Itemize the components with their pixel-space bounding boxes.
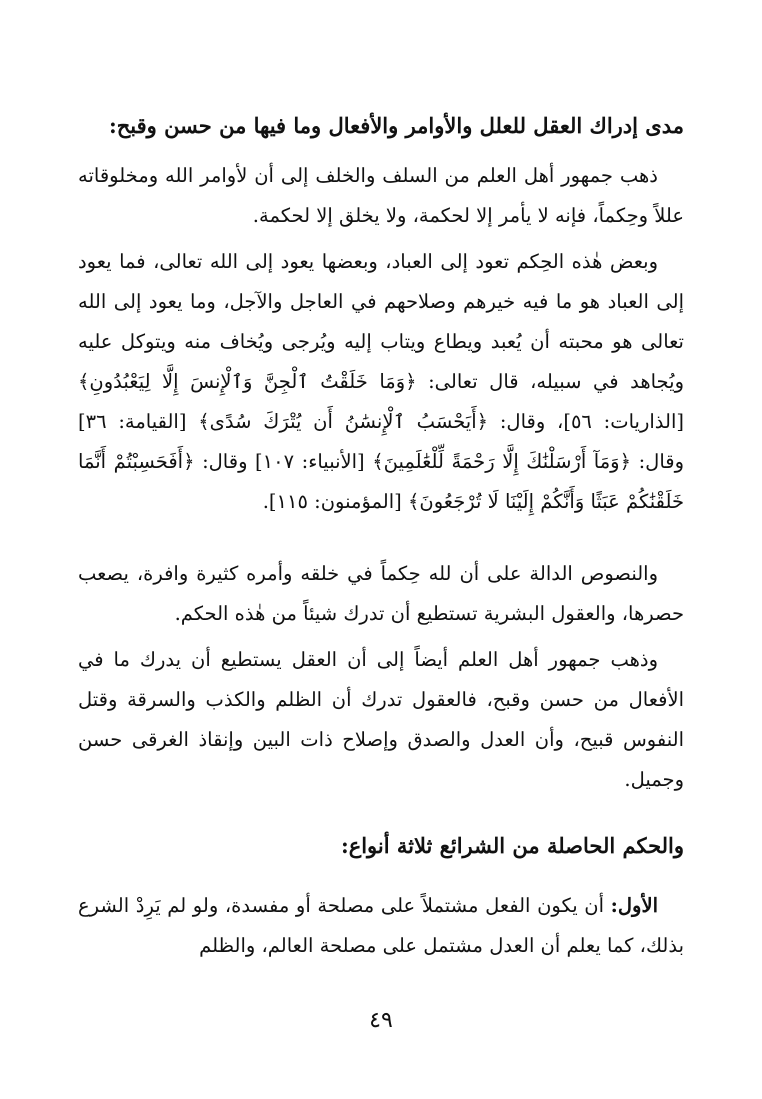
page-number: ٤٩ <box>369 1008 393 1033</box>
verse-ref-1: [الذاريات: ٥٦]، وقال: <box>488 410 684 433</box>
verse-ref-3: [الأنبياء: ١٠٧] وقال: <box>194 450 373 473</box>
paragraph-5-label: الأول: <box>610 894 658 917</box>
paragraph-5 <box>78 886 684 966</box>
paragraph-2 <box>78 242 684 522</box>
subsection-heading: والحكم الحاصلة من الشرائع ثلاثة أنواع: <box>340 833 684 858</box>
paragraph-4: وذهب جمهور أهل العلم أيضاً إلى أن العقل يستطيع أن يدرك ما في الأفعال من حسن وقبح، فالعقول تدرك أن الظلم والكذب والسرقة وقتل النفوس قبيح، وأن العدل والصدق وإصلاح ذات البين وإنقاذ الغرقى حسن وجميل. <box>78 648 684 791</box>
paragraph-2-intro: وبعض هٰذه الحِكم تعود إلى العباد، وبعضها يعود إلى الله تعالى، فما يعود إلى العباد هو ما فيه خيرهم وصلاحهم في العاجل والآجل، وما يعود إلى الله تعالى هو محبته أن يُعبد ويطاع ويتاب إليه ويُرجى ويُخاف منه ويتوكل عليه ويُجاهد في سبيله، قال تعالى: <box>78 250 684 393</box>
verse-ref-2: [القيامة: ٣٦] وقال: <box>78 410 685 473</box>
quran-verse-4: ﴿أَفَحَسِبْتُمْ أَنَّمَا خَلَقْنَٰكُمْ عَبَثًا وَأَنَّكُمْ إِلَيْنَا لَا تُرْجَعُونَ﴾ <box>78 450 684 513</box>
quran-verse-2: ﴿أَيَحْسَبُ ٱلْإِنسَٰنُ أَن يُتْرَكَ سُدًى﴾ <box>198 410 489 433</box>
verse-ref-4: [المؤمنون: ١١٥]. <box>262 490 408 513</box>
quran-verse-3: ﴿وَمَآ أَرْسَلْنَٰكَ إِلَّا رَحْمَةً لِّلْعَٰلَمِينَ﴾ <box>372 450 632 473</box>
section-heading: مدى إدراك العقل للعلل والأوامر والأفعال وما فيها من حسن وقبح: <box>108 113 684 138</box>
quran-verse-1: ﴿وَمَا خَلَقْتُ ٱلْجِنَّ وَٱلْإِنسَ إِلَّا لِيَعْبُدُونِ﴾ <box>78 370 417 393</box>
paragraph-5-text: أن يكون الفعل مشتملاً على مصلحة أو مفسدة، ولو لم يَرِدْ الشرع بذلك، كما يعلم أن العدل مشتمل على مصلحة العالم، والظلم <box>78 894 684 957</box>
paragraph-1: ذهب جمهور أهل العلم من السلف والخلف إلى أن لأوامر الله ومخلوقاته عللاً وحِكماً، فإنه لا يأمر إلا لحكمة، ولا يخلق إلا لحكمة. <box>78 164 684 227</box>
paragraph-3: والنصوص الدالة على أن لله حِكماً في خلقه وأمره كثيرة وافرة، يصعب حصرها، والعقول البشرية تستطيع أن تدرك شيئاً من هٰذه الحكم. <box>78 562 684 625</box>
